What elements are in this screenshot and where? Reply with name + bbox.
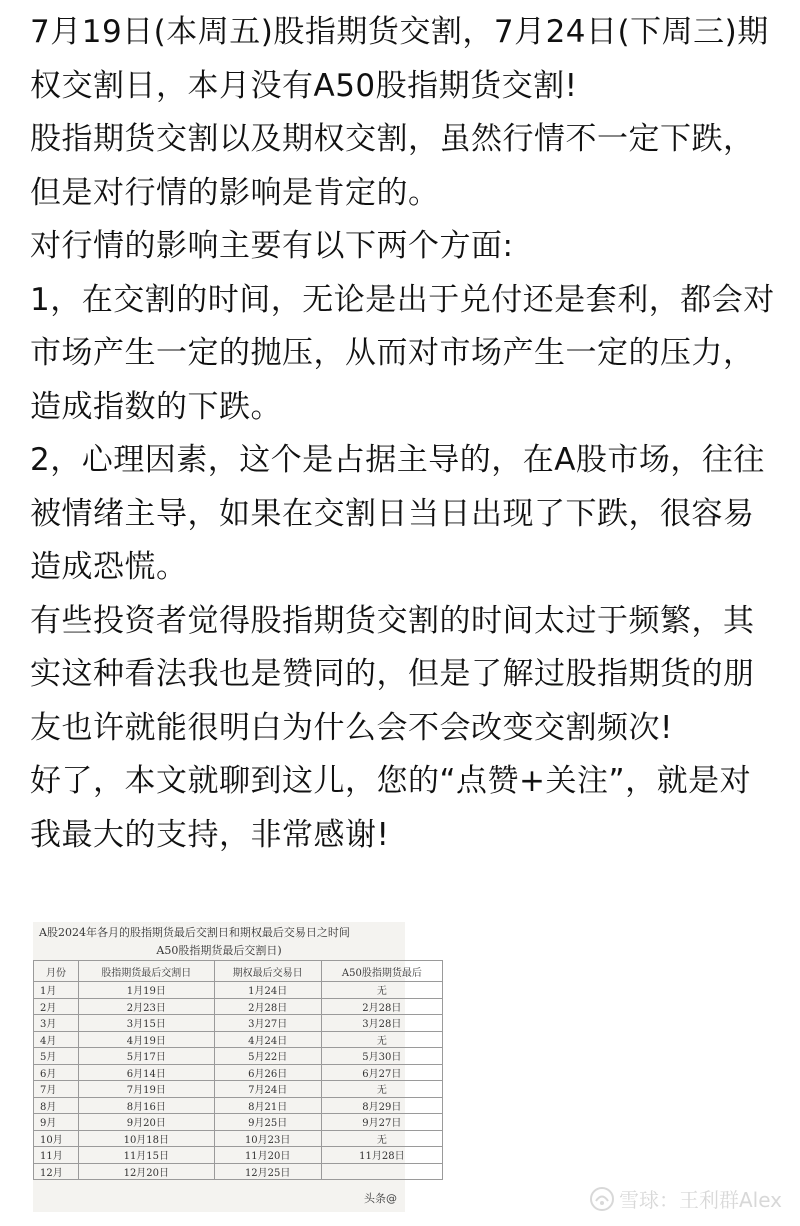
table-title-line-2: A50股指期货最后交割日) — [156, 944, 282, 957]
paragraph-frequency-opinion: 有些投资者觉得股指期货交割的时间太过于频繁，其实这种看法我也是赞同的，但是了解过股指期货的朋友也许就能很明白为什么会不会改变交割频次! — [30, 602, 755, 746]
cell-options: 5月22日 — [214, 1048, 321, 1065]
cell-options: 1月24日 — [214, 982, 321, 999]
table-row — [34, 1097, 443, 1114]
cell-a50: 无 — [321, 982, 442, 999]
cell-options: 12月25日 — [214, 1163, 321, 1180]
cell-futures: 10月18日 — [79, 1130, 215, 1147]
cell-futures: 12月20日 — [79, 1163, 215, 1180]
cell-month: 8月 — [34, 1097, 79, 1114]
cell-futures: 9月20日 — [79, 1114, 215, 1131]
table-row — [34, 1130, 443, 1147]
paragraph-two-aspects: 对行情的影响主要有以下两个方面: — [30, 228, 514, 264]
paragraph-point-1: 1，在交割的时间，无论是出于兑付还是套利，都会对市场产生一定的抛压，从而对市场产生一定的压力，造成指数的下跌。 — [30, 281, 775, 425]
table-row — [34, 998, 443, 1015]
toutiao-watermark: 头条@ — [364, 1192, 397, 1205]
xueqiu-watermark — [589, 1184, 782, 1213]
header-month: 月份 — [34, 961, 79, 982]
table-row — [34, 1031, 443, 1048]
table-title-line-1: A股2024年各月的股指期货最后交割日和期权最后交易日之时间 — [39, 926, 350, 939]
cell-options: 9月25日 — [214, 1114, 321, 1131]
table-row — [34, 1147, 443, 1164]
header-options-last-trade: 期权最后交易日 — [214, 961, 321, 982]
header-futures-delivery: 股指期货最后交割日 — [79, 961, 215, 982]
cell-options: 4月24日 — [214, 1031, 321, 1048]
cell-futures: 11月15日 — [79, 1147, 215, 1164]
cell-options: 11月20日 — [214, 1147, 321, 1164]
cell-options: 3月27日 — [214, 1015, 321, 1032]
table-row — [34, 1064, 443, 1081]
cell-a50: 2月28日 — [321, 998, 442, 1015]
table-row — [34, 1163, 443, 1180]
cell-options: 8月21日 — [214, 1097, 321, 1114]
article-body — [30, 6, 775, 862]
paragraph-point-2: 2，心理因素，这个是占据主导的，在A股市场，往往被情绪主导，如果在交割日当日出现了下跌，很容易造成恐慌。 — [30, 442, 765, 585]
paragraph-closing: 好了，本文就聊到这儿，您的“点赞+关注”，就是对我最大的支持，非常感谢! — [30, 763, 752, 853]
cell-month: 7月 — [34, 1081, 79, 1098]
watermark-text: 雪球：王利群Alex — [618, 1188, 782, 1212]
cell-month: 4月 — [34, 1031, 79, 1048]
cell-month: 6月 — [34, 1064, 79, 1081]
delivery-calendar-table — [33, 960, 443, 1180]
cell-a50 — [321, 1163, 442, 1180]
cell-futures: 2月23日 — [79, 998, 215, 1015]
table-header-row — [34, 961, 443, 982]
cell-a50: 无 — [321, 1130, 442, 1147]
cell-a50: 5月30日 — [321, 1048, 442, 1065]
cell-month: 1月 — [34, 982, 79, 999]
cell-futures: 4月19日 — [79, 1031, 215, 1048]
delivery-calendar-image — [33, 922, 422, 1212]
cell-futures: 3月15日 — [79, 1015, 215, 1032]
cell-month: 12月 — [34, 1163, 79, 1180]
table-row — [34, 1015, 443, 1032]
cell-options: 10月23日 — [214, 1130, 321, 1147]
cell-futures: 1月19日 — [79, 982, 215, 999]
cell-a50: 3月28日 — [321, 1015, 442, 1032]
cell-a50: 6月27日 — [321, 1064, 442, 1081]
cell-options: 2月28日 — [214, 998, 321, 1015]
cell-options: 6月26日 — [214, 1064, 321, 1081]
cell-month: 5月 — [34, 1048, 79, 1065]
cell-month: 9月 — [34, 1114, 79, 1131]
cell-futures: 7月19日 — [79, 1081, 215, 1098]
cell-futures: 8月16日 — [79, 1097, 215, 1114]
cell-a50: 8月29日 — [321, 1097, 442, 1114]
cell-futures: 5月17日 — [79, 1048, 215, 1065]
cell-futures: 6月14日 — [79, 1064, 215, 1081]
table-row — [34, 1081, 443, 1098]
cell-a50: 9月27日 — [321, 1114, 442, 1131]
cell-month: 3月 — [34, 1015, 79, 1032]
cell-a50: 无 — [321, 1031, 442, 1048]
cell-options: 7月24日 — [214, 1081, 321, 1098]
paragraph-impact-statement: 股指期货交割以及期权交割，虽然行情不一定下跌，但是对行情的影响是肯定的。 — [30, 121, 755, 211]
table-row — [34, 1048, 443, 1065]
paragraph-delivery-dates: 7月19日(本周五)股指期货交割，7月24日(下周三)期权交割日，本月没有A50股指期货交割! — [30, 14, 769, 104]
table-row — [34, 1114, 443, 1131]
cell-month: 2月 — [34, 998, 79, 1015]
header-a50-delivery: A50股指期货最后 — [321, 961, 442, 982]
cell-a50: 无 — [321, 1081, 442, 1098]
cell-month: 11月 — [34, 1147, 79, 1164]
table-row — [34, 982, 443, 999]
cell-a50: 11月28日 — [321, 1147, 442, 1164]
cell-month: 10月 — [34, 1130, 79, 1147]
snowball-logo-icon — [589, 1186, 615, 1212]
